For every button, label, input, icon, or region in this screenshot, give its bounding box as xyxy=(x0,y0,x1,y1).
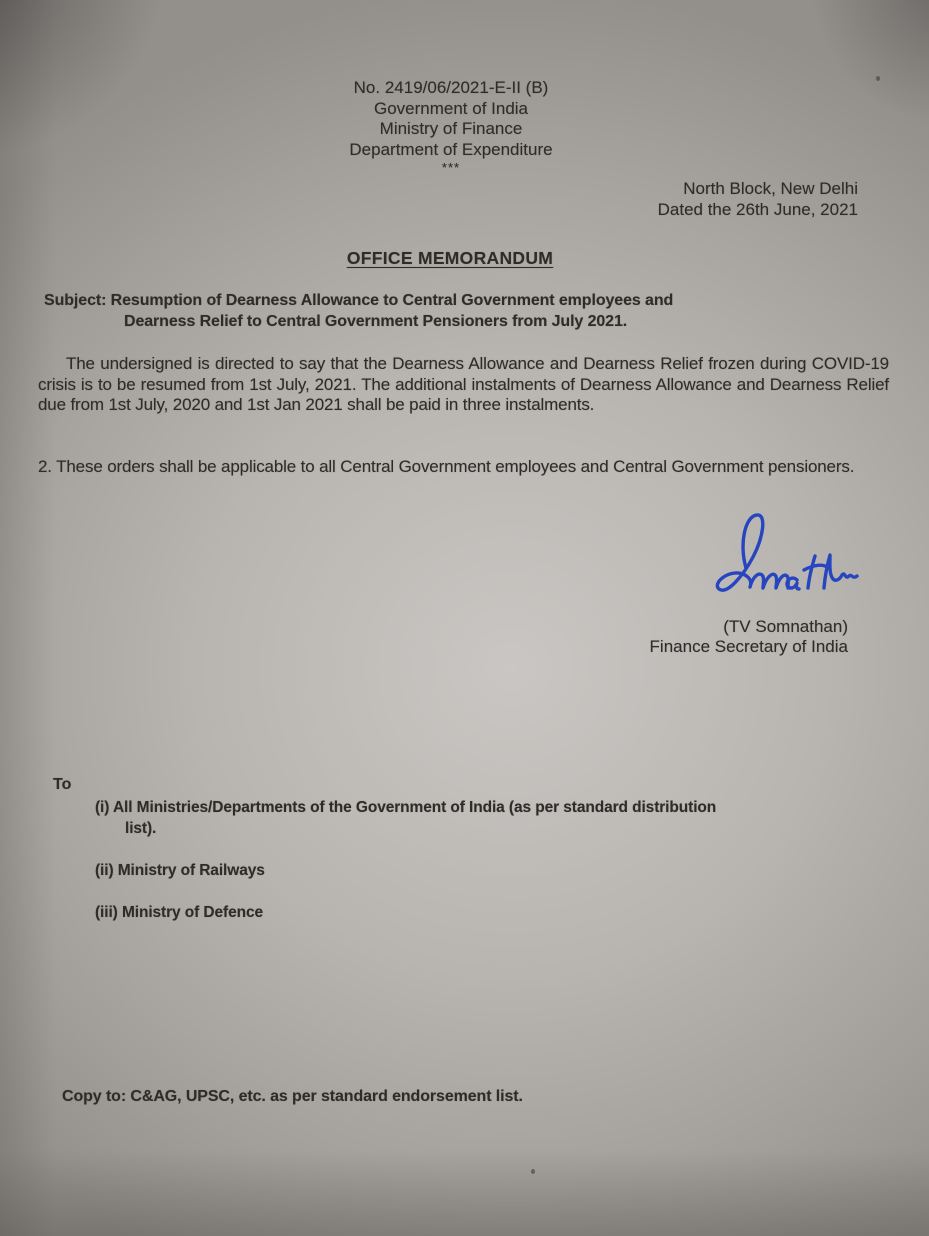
distribution-item-1 xyxy=(95,798,865,840)
place-line: North Block, New Delhi xyxy=(683,179,858,198)
subject-line-1: Subject: Resumption of Dearness Allowance to Central Government employees and xyxy=(44,292,674,309)
handwritten-signature xyxy=(693,510,865,606)
paragraph-1: The undersigned is directed to say that the Dearness Allowance and Dearness Relief frozen during COVID-19 crisis is to be resumed from 1st July, 2021. The additional instalments of Dearness Allowance and Dearness Relief due from 1st July, 2020 and 1st Jan 2021 shall be paid in three instalments. xyxy=(38,354,889,415)
distribution-label: To xyxy=(53,776,72,793)
distribution-item-1-line-2: list). xyxy=(125,819,157,837)
org-line-government: Government of India xyxy=(373,98,529,118)
org-line-department: Department of Expenditure xyxy=(349,140,553,160)
memo-title: OFFICE MEMORANDUM xyxy=(346,248,554,268)
org-line-ministry: Ministry of Finance xyxy=(379,119,523,139)
subject-line-2: Dearness Relief to Central Government Pensioners from July 2021. xyxy=(124,312,628,330)
distribution-item-3: (iii) Ministry of Defence xyxy=(95,904,264,921)
dust-speck xyxy=(876,76,880,81)
copy-to-line: Copy to: C&AG, UPSC, etc. as per standard endorsement list. xyxy=(62,1088,523,1105)
signature-scribble xyxy=(717,515,857,590)
date-line: Dated the 26th June, 2021 xyxy=(657,199,858,219)
dateline xyxy=(658,179,858,220)
signatory-designation: Finance Secretary of India xyxy=(649,636,848,656)
letterhead xyxy=(0,78,902,175)
distribution-item-2: (ii) Ministry of Railways xyxy=(95,862,265,879)
subject-block xyxy=(44,291,844,333)
reference-number: No. 2419/06/2021-E-II (B) xyxy=(353,78,549,97)
dust-speck xyxy=(531,1169,535,1174)
distribution-item-1-line-1: (i) All Ministries/Departments of the Government of India (as per standard distribution xyxy=(95,799,717,816)
signatory-name: (TV Somnathan) xyxy=(723,617,848,636)
paragraph-2: 2. These orders shall be applicable to all Central Government employees and Central Government pensioners. xyxy=(38,457,855,476)
star-separator: *** xyxy=(441,159,461,175)
signatory-block xyxy=(650,617,848,656)
